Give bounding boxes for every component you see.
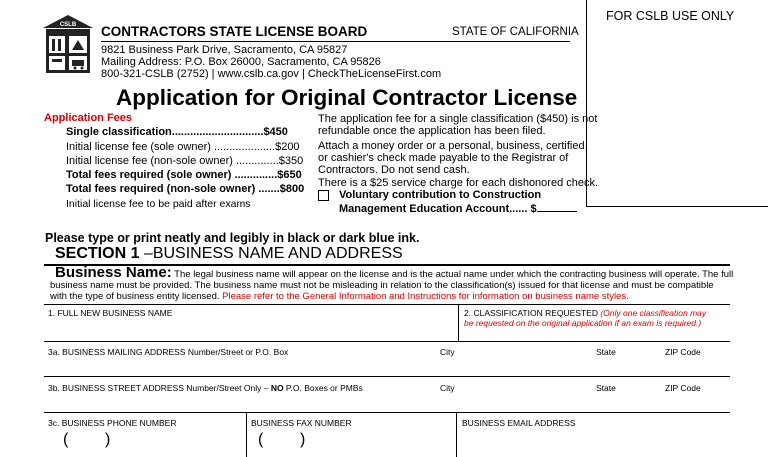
header-rule [101, 41, 570, 42]
ink-instruction: Please type or print neatly and legibly in black or dark blue ink. [45, 231, 420, 245]
mailing-city-label: City [440, 347, 455, 357]
business-name-desc: business name must be provided. The business name must not be misleading in relation to the classification(s) issued for that license and must be compatible [50, 280, 714, 291]
mailing-address-input[interactable] [48, 357, 728, 375]
form-divider [246, 412, 247, 457]
voluntary-contribution-checkbox[interactable] [318, 190, 329, 201]
phone-label: 3c. BUSINESS PHONE NUMBER [48, 418, 177, 428]
business-name-heading: Business Name: The legal business name will appear on the license and is the actual name under which the contracting business will operate. The full [55, 264, 734, 281]
info-text: Contractors. Do not send cash. [318, 164, 470, 176]
info-text: The application fee for a single classification ($450) is not [318, 113, 598, 125]
fee-note: Initial license fee to be paid after exams [66, 198, 251, 210]
fees-heading: Application Fees [44, 112, 133, 124]
form-rule [44, 341, 730, 342]
address-line: 9821 Business Park Drive, Sacramento, CA 95827 [101, 44, 348, 56]
form-divider [458, 304, 459, 341]
fax-label: BUSINESS FAX NUMBER [251, 418, 352, 428]
classification-label: 2. CLASSIFICATION REQUESTED (Only one classification may [464, 308, 707, 318]
form-rule [44, 304, 730, 305]
logo-text: CSLB [59, 22, 77, 28]
fee-item: Initial license fee (sole owner) ....................$200 [66, 141, 300, 153]
street-zip-label: ZIP Code [665, 383, 701, 393]
fax-area-close: ) [300, 431, 306, 448]
form-rule [44, 412, 730, 413]
contribution-amount-field[interactable] [537, 202, 577, 212]
street-address-label: 3b. BUSINESS STREET ADDRESS Number/Street Only – NO P.O. Boxes or PMBs [48, 383, 363, 393]
state-label: STATE OF CALIFORNIA [452, 26, 579, 38]
fee-item: Total fees required (non-sole owner) .......$800 [66, 183, 305, 195]
phone-input[interactable] [48, 428, 242, 454]
street-city-label: City [440, 383, 455, 393]
full-business-name-label: 1. FULL NEW BUSINESS NAME [48, 308, 173, 318]
section-1-title: SECTION 1 –BUSINESS NAME AND ADDRESS [55, 245, 403, 262]
classification-input[interactable] [462, 328, 728, 340]
full-business-name-input[interactable] [48, 318, 453, 340]
fee-item: Initial license fee (non-sole owner) ..............$350 [66, 155, 304, 167]
mailing-state-label: State [596, 347, 616, 357]
classification-note: be requested on the original application if an exam is required.) [464, 318, 702, 328]
contact-line: 800-321-CSLB (2752) | www.cslb.ca.gov | CheckTheLicenseFirst.com [101, 68, 442, 80]
phone-area-close: ) [105, 431, 111, 448]
form-rule [44, 376, 730, 377]
office-use-label: FOR CSLB USE ONLY [606, 9, 735, 23]
email-label: BUSINESS EMAIL ADDRESS [462, 418, 576, 428]
fee-item: Single classification..............................$450 [66, 126, 288, 138]
street-address-input[interactable] [48, 393, 728, 411]
page-title: Application for Original Contractor License [116, 85, 578, 110]
info-text: or cashier's check made payable to the Registrar of [318, 152, 569, 164]
voluntary-contribution-label: Voluntary contribution to Construction Management Education Account...... $ [339, 189, 577, 216]
form-divider [456, 412, 457, 457]
mailing-address-label: 3a. BUSINESS MAILING ADDRESS Number/Street or P.O. Box [48, 347, 289, 357]
phone-area-open: ( [63, 431, 69, 448]
board-name: CONTRACTORS STATE LICENSE BOARD [101, 24, 368, 39]
office-use-box [586, 0, 768, 207]
fax-area-open: ( [258, 431, 264, 448]
mailing-address-line: Mailing Address: P.O. Box 26000, Sacramento, CA 95826 [101, 56, 381, 68]
info-text: There is a $25 service charge for each dishonored check. [318, 177, 599, 189]
email-input[interactable] [461, 428, 727, 454]
fee-item: Total fees required (sole owner) ..............$650 [66, 169, 302, 181]
fax-input[interactable] [251, 428, 451, 454]
info-text: Attach a money order or a personal, business, certified, [318, 140, 588, 152]
street-state-label: State [596, 383, 616, 393]
business-name-desc: with the type of business entity licensed. Please refer to the General Information and Instructions for information on business name styles. [50, 291, 629, 302]
mailing-zip-label: ZIP Code [665, 347, 701, 357]
info-text: refundable once the application has been filed. [318, 125, 546, 137]
cslb-logo [40, 14, 96, 74]
